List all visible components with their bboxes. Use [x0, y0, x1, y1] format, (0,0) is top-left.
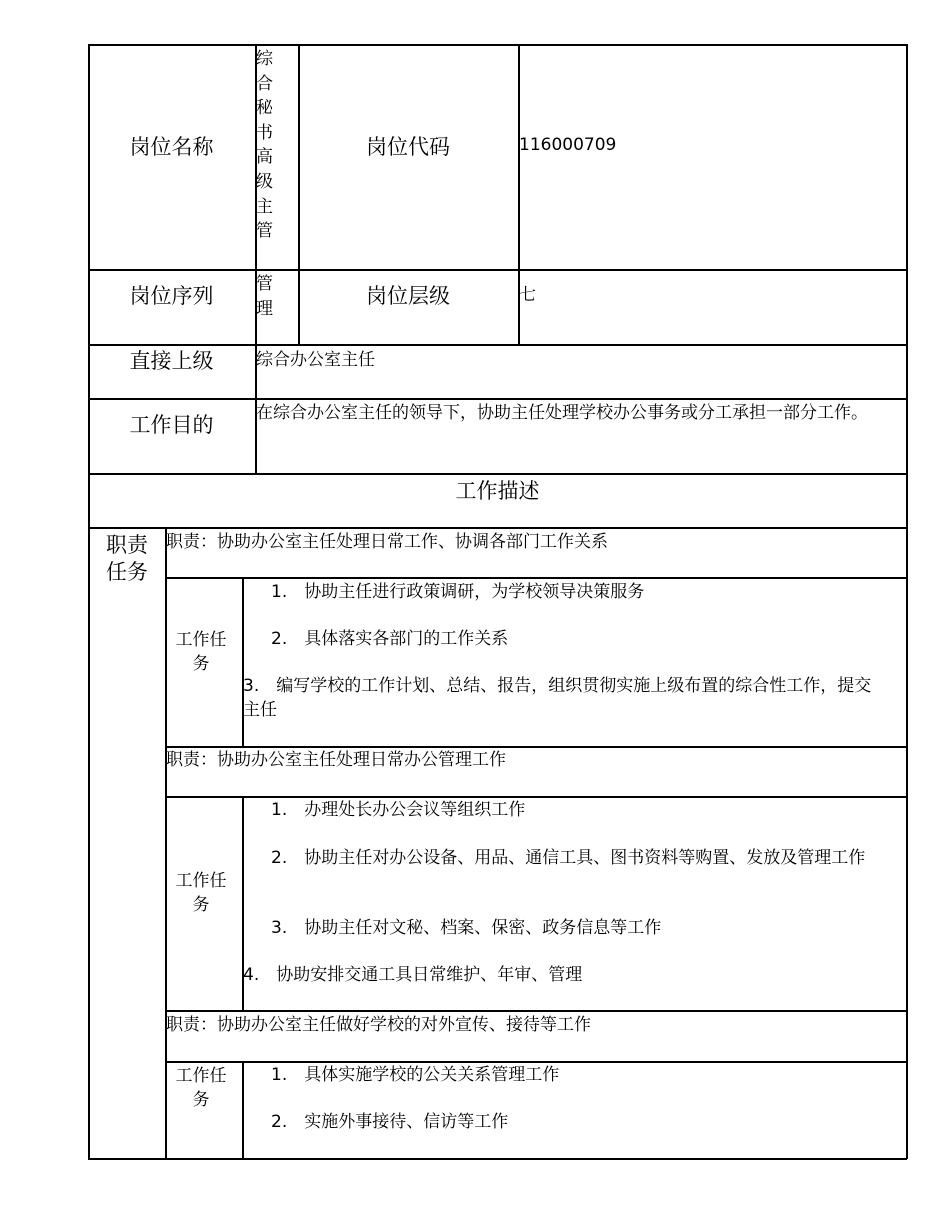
post-series-label: 岗位序列	[129, 284, 214, 308]
table-border	[88, 44, 907, 46]
task-item: 1. 具体实施学校的公关关系管理工作	[271, 1065, 560, 1085]
task-label: 工作任务	[175, 1066, 227, 1110]
table-border	[88, 344, 907, 346]
post-name-label: 岗位名称	[129, 135, 214, 159]
purpose-label: 工作目的	[129, 413, 214, 437]
task-item: 1. 协助主任进行政策调研，为学校领导决策服务	[271, 582, 645, 602]
table-border	[88, 398, 907, 400]
description-title: 工作描述	[455, 479, 540, 503]
table-border	[906, 44, 908, 1159]
task-item: 2. 实施外事接待、信访等工作	[271, 1112, 509, 1132]
post-level-label: 岗位层级	[366, 284, 450, 308]
task-label: 工作任务	[175, 871, 227, 915]
task-item: 3. 编写学校的工作计划、总结、报告，组织贯彻实施上级布置的综合性工作，提交主任	[243, 676, 872, 720]
task-item: 2. 具体落实各部门的工作关系	[271, 629, 509, 649]
post-name-value: 综合秘书高级主管	[256, 49, 273, 242]
task-item: 1. 办理处长办公会议等组织工作	[271, 800, 526, 820]
duty-title: 职责：协助办公室主任做好学校的对外宣传、接待等工作	[166, 1015, 591, 1035]
task-label: 工作任务	[175, 630, 227, 674]
table-border	[88, 44, 90, 1159]
task-item: 2. 协助主任对办公设备、用品、通信工具、图书资料等购置、发放及管理工作	[271, 848, 866, 868]
post-level-value: 七	[519, 285, 536, 305]
task-item: 3. 协助主任对文秘、档案、保密、政务信息等工作	[271, 918, 662, 938]
duty-title: 职责：协助办公室主任处理日常办公管理工作	[166, 750, 506, 770]
table-border	[88, 473, 907, 475]
post-code-value: 116000709	[519, 135, 617, 155]
superior-label: 直接上级	[129, 349, 214, 373]
purpose-value: 在综合办公室主任的领导下，协助主任处理学校办公事务或分工承担一部分工作。	[256, 403, 868, 423]
table-border	[165, 1010, 907, 1012]
post-code-label: 岗位代码	[366, 135, 450, 159]
post-series-value: 管理	[256, 274, 273, 319]
table-border	[242, 1061, 244, 1159]
table-border	[165, 577, 907, 579]
duties-label: 职责任务	[106, 533, 148, 584]
table-border	[88, 269, 907, 271]
table-border	[88, 527, 907, 529]
task-item: 4. 协助安排交通工具日常维护、年审、管理	[243, 965, 583, 985]
table-border	[165, 527, 167, 1159]
superior-value: 综合办公室主任	[256, 350, 375, 370]
table-border	[88, 1158, 907, 1160]
duty-title: 职责：协助办公室主任处理日常工作、协调各部门工作关系	[166, 532, 608, 552]
